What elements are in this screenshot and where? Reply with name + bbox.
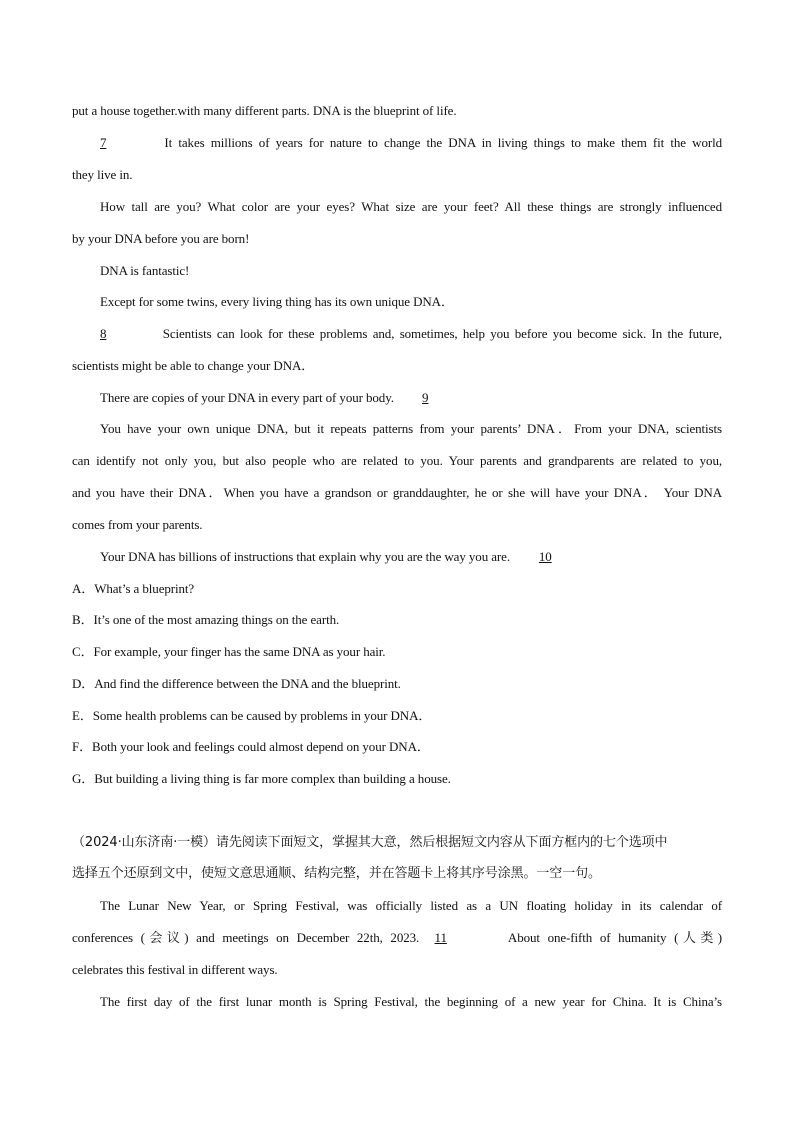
text-line <box>100 389 722 407</box>
text-line: The Lunar New Year, or Spring Festival, was officially listed as a UN floating holiday in its calendar of <box>100 898 722 913</box>
text-line <box>100 134 722 152</box>
text-line: How tall are you? What color are your eyes? What size are your feet? All these things are strongly influenced <box>100 199 722 214</box>
text-segment: About one-fifth of humanity (人类) <box>507 930 722 945</box>
text-line: comes from your parents. <box>72 517 203 532</box>
text-segment: conferences (会议) and meetings on December 22th, 2023. <box>72 930 420 945</box>
text-line: can identify not only you, but also people who are related to you. Your parents and grandparents are related to you, <box>72 453 722 468</box>
blank-8[interactable]: 8 <box>100 326 107 341</box>
text-line: by your DNA before you are born! <box>72 231 250 246</box>
blank-10[interactable]: 10 <box>538 549 552 564</box>
text-line: put a house together.with many different parts. DNA is the blueprint of life. <box>72 103 457 118</box>
option-b: B．It’s one of the most amazing things on the earth. <box>72 612 340 627</box>
text-segment: There are copies of your DNA in every part of your body. <box>100 390 394 405</box>
blank-9[interactable]: 9 <box>422 390 429 405</box>
option-e: E．Some health problems can be caused by problems in your DNA． <box>72 708 432 723</box>
text-segment: It takes millions of years for nature to change the DNA in living things to make them fit the world <box>164 135 722 150</box>
text-segment: Your DNA has billions of instructions that explain why you are the way you are. <box>100 549 510 564</box>
option-f: F．Both your look and feelings could almost depend on your DNA． <box>72 739 430 754</box>
text-line: You have your own unique DNA, but it repeats patterns from your parents’ DNA．From your DNA, scientists <box>100 421 722 436</box>
text-line: they live in. <box>72 167 133 182</box>
text-line: celebrates this festival in different ways. <box>72 962 278 977</box>
text-line: DNA is fantastic! <box>100 263 190 278</box>
text-line <box>72 929 722 947</box>
option-c: C．For example, your finger has the same DNA as your hair. <box>72 644 386 659</box>
text-line <box>100 325 722 343</box>
instruction-line: （2024·山东济南·一模）请先阅读下面短文，掌握其大意，然后根据短文内容从下面方框内的七个选项中 <box>72 835 668 850</box>
text-line: The first day of the first lunar month is Spring Festival, the beginning of a new year for China. It is China’s <box>100 994 722 1009</box>
instruction-line: 选择五个还原到文中，使短文意思通顺、结构完整，并在答题卡上将其序号涂黑。一空一句。 <box>72 866 601 881</box>
blank-11[interactable]: 11 <box>434 930 447 945</box>
text-line: scientists might be able to change your DNA． <box>72 358 315 373</box>
text-line: Except for some twins, every living thing has its own unique DNA． <box>100 294 454 309</box>
text-line <box>100 548 722 566</box>
text-line: and you have their DNA．When you have a grandson or granddaughter, he or she will have your DNA． Your DNA <box>72 485 722 500</box>
text-segment: Scientists can look for these problems and, sometimes, help you before you become sick. In the future, <box>162 326 722 341</box>
option-g: G．But building a living thing is far more complex than building a house. <box>72 771 451 786</box>
blank-7[interactable]: 7 <box>100 135 107 150</box>
option-d: D．And find the difference between the DNA and the blueprint. <box>72 676 401 691</box>
option-a: A．What’s a blueprint? <box>72 581 195 596</box>
